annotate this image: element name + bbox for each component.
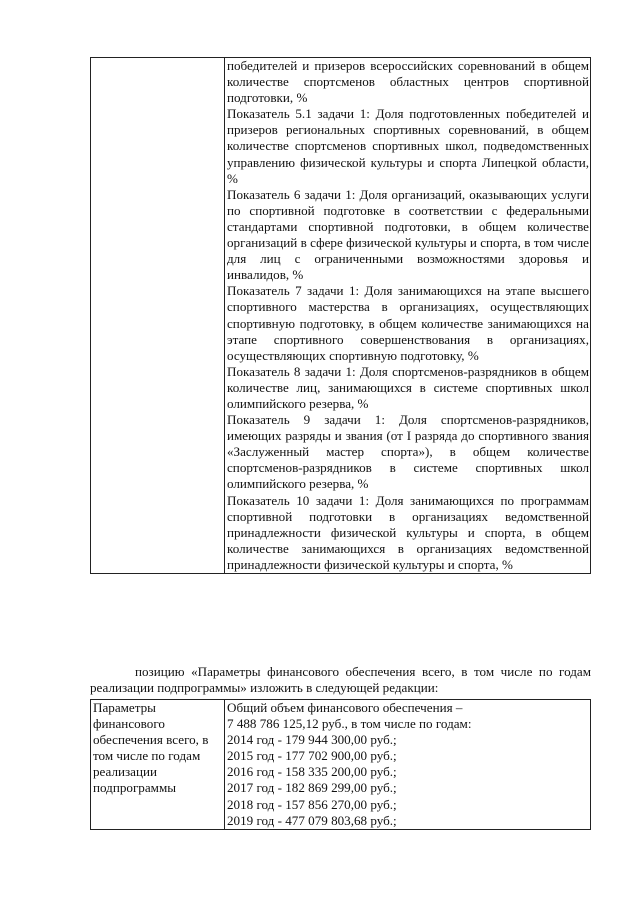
body-paragraph: позицию «Параметры финансового обеспечения всего, в том числе по годам реализации подпрограммы» изложить в следующей редакции:	[90, 664, 591, 696]
indicator-10: Показатель 10 задачи 1: Доля занимающихся по программам спортивной подготовки в организациях ведомственной принадлежности физической культуры и спорта, в общем количестве занимающихся в организациях ведомственной принадлежности физической культуры и спорта, %	[227, 492, 589, 572]
table-cell-indicators	[225, 58, 591, 574]
table-cell-label	[91, 700, 225, 830]
table-cell-financing	[225, 700, 591, 830]
financing-label: Параметры финансового обеспечения всего, в том числе по годам реализации подпрограммы	[93, 700, 209, 796]
table-cell-left-empty	[91, 58, 225, 574]
indicator-5-1: Показатель 5.1 задачи 1: Доля подготовленных победителей и призеров региональных спортивных соревнований, в общем количестве спортсменов спортивных школ, подведомственных управлению физической культуры и спорта Липецкой области, %	[227, 106, 589, 186]
financing-line: 2014 год - 179 944 300,00 руб.;	[227, 732, 397, 748]
financing-line: 2017 год - 182 869 299,00 руб.;	[227, 780, 397, 796]
financing-line: 2016 год - 158 335 200,00 руб.;	[227, 764, 397, 780]
indicator-continuation: победителей и призеров всероссийских соревнований в общем количестве спортсменов областных центров спортивной подготовки, %	[227, 58, 589, 106]
financing-line: 7 488 786 125,12 руб., в том числе по годам:	[227, 716, 472, 732]
table-row	[91, 700, 591, 830]
indicator-7: Показатель 7 задачи 1: Доля занимающихся на этапе высшего спортивного мастерства в организациях, осуществляющих спортивную подготовку, в общем количестве занимающихся на этапе спортивного совершенствования в организациях, осуществляющих спортивную подготовку, %	[227, 283, 589, 363]
financing-line: 2018 год - 157 856 270,00 руб.;	[227, 796, 397, 812]
table-row	[91, 58, 591, 574]
financing-line: 2015 год - 177 702 900,00 руб.;	[227, 748, 397, 764]
indicator-8: Показатель 8 задачи 1: Доля спортсменов-разрядников в общем количестве лиц, занимающихся в системе спортивных школ олимпийского резерва, %	[227, 363, 589, 411]
indicator-6: Показатель 6 задачи 1: Доля организаций, оказывающих услуги по спортивной подготовке в соответствии с федеральными стандартами спортивной подготовки, в общем количестве организаций в сфере физической культуры и спорта, в том числе для лиц с ограниченными возможностями здоровья и инвалидов, %	[227, 186, 589, 283]
indicator-9: Показатель 9 задачи 1: Доля спортсменов-разрядников, имеющих разряды и звания (от I разряда до спортивного звания «Заслуженный мастер спорта»), в общем количестве спортсменов-разрядников в системе спортивных школ олимпийского резерва, %	[227, 412, 589, 492]
indicators-table	[90, 57, 591, 574]
financing-line: Общий объем финансового обеспечения –	[227, 700, 463, 715]
financing-table	[90, 699, 591, 830]
financing-line: 2019 год - 477 079 803,68 руб.;	[227, 812, 397, 828]
